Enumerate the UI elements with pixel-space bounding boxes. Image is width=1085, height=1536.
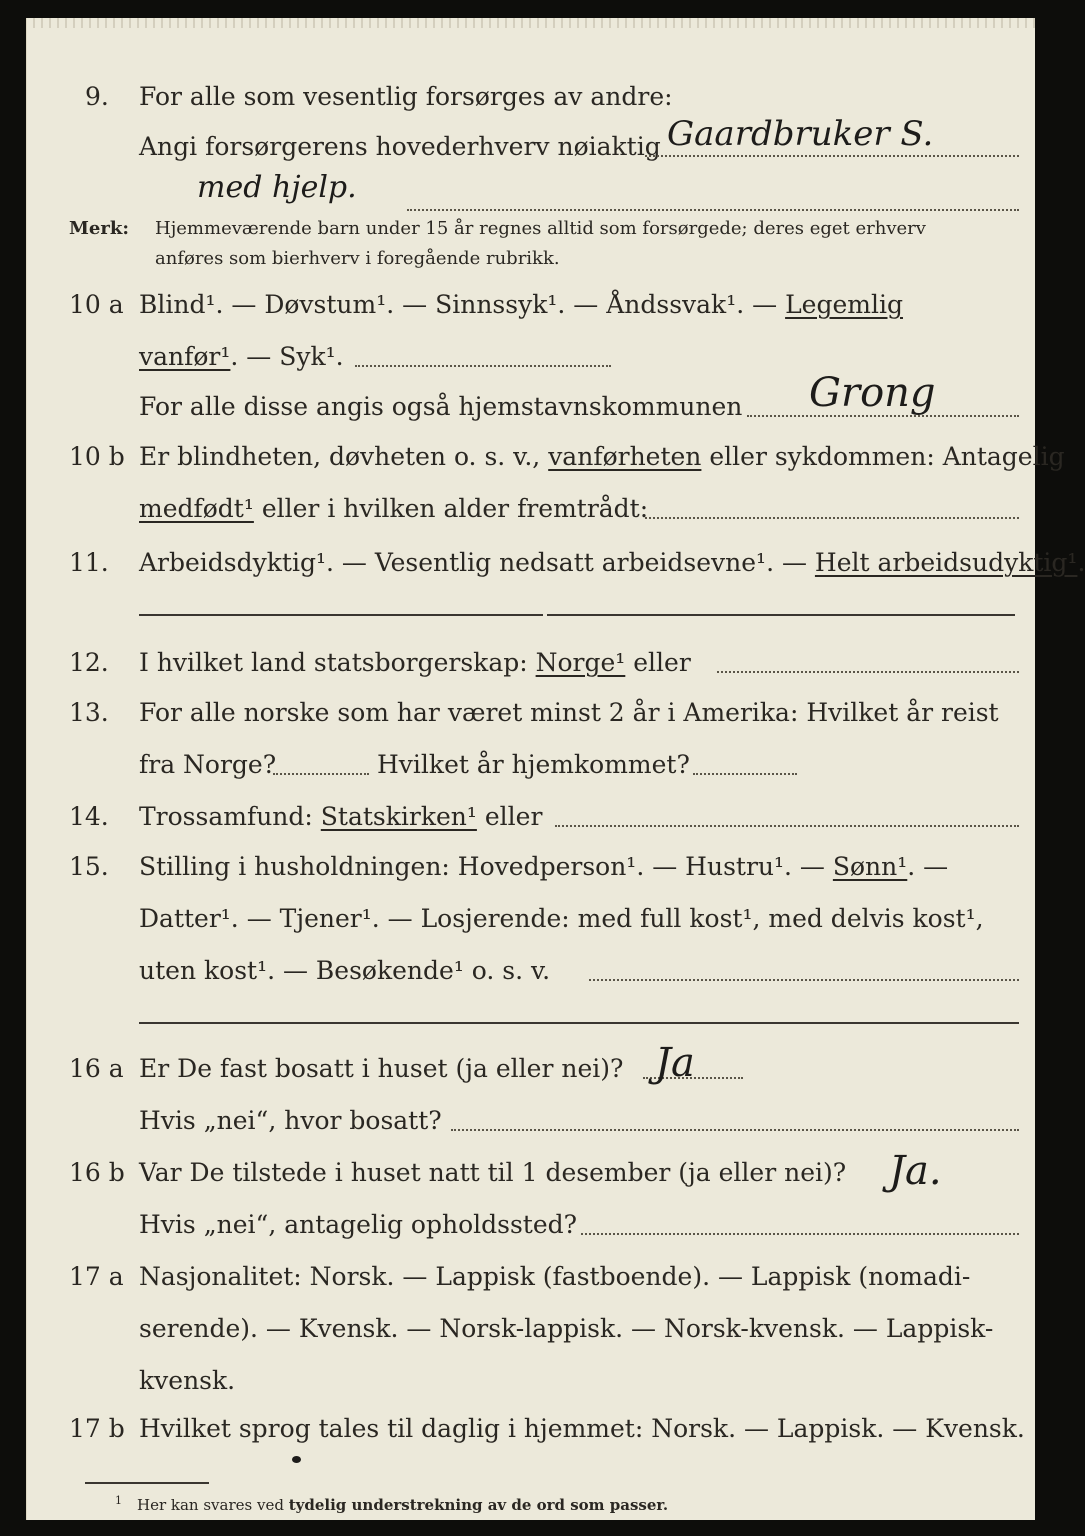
question-text: . — <box>907 852 949 881</box>
question-number: 16 b <box>69 1158 125 1187</box>
question-number: 9. <box>85 82 109 111</box>
answer-dotted-line <box>555 824 1019 827</box>
census-form-page <box>26 18 1085 1520</box>
answer-rule <box>547 614 1015 616</box>
underlined-answer: Sønn¹ <box>832 852 908 881</box>
question-number: 13. <box>69 698 109 727</box>
question-number: 15. <box>69 852 109 881</box>
question-text: Hvis „nei“, antagelig opholdssted? <box>139 1210 578 1239</box>
handwritten-answer: Ja. <box>889 1148 942 1194</box>
answer-dotted-line <box>355 364 611 367</box>
question-text: fra Norge? <box>139 750 277 779</box>
underlined-answer: medfødt¹ <box>139 494 254 523</box>
question-text: Stilling i husholdningen: Hovedperson¹. — Hustru¹. — <box>139 852 825 881</box>
top-edge-border <box>27 18 1035 28</box>
question-text: I hvilket land statsborgerskap: <box>139 648 528 677</box>
answer-dotted-line <box>693 772 797 775</box>
underlined-answer: Statskirken¹ <box>320 802 477 831</box>
handwritten-answer: Grong <box>809 370 936 416</box>
question-number: 10 a <box>69 290 124 319</box>
question-text: eller <box>633 648 691 677</box>
answer-dotted-line <box>717 670 1019 673</box>
ink-spot <box>292 1456 301 1463</box>
question-text: Arbeidsdyktig¹. — Vesentlig nedsatt arbeidsevne¹. — <box>139 548 807 577</box>
question-text: eller i hvilken alder fremtrådt: <box>261 494 649 523</box>
answer-dotted-line <box>451 1128 1019 1131</box>
footnote-text: Her kan svares ved <box>137 1496 284 1514</box>
answer-dotted-line <box>589 978 1019 981</box>
question-number: 14. <box>69 802 109 831</box>
question-number: 16 a <box>69 1054 124 1083</box>
question-text: . <box>1077 548 1085 577</box>
question-text: For alle norske som har været minst 2 år i Amerika: Hvilket år reist <box>139 698 999 727</box>
question-number: 17 a <box>69 1262 124 1291</box>
question-text: kvensk. <box>139 1366 236 1395</box>
question-text: Var De tilstede i huset natt til 1 desember (ja eller nei)? <box>139 1158 847 1187</box>
question-text: For alle som vesentlig forsørges av andre: <box>139 82 673 111</box>
underlined-answer: Legemlig <box>785 290 903 319</box>
answer-dotted-line <box>581 1232 1019 1235</box>
question-text: For alle disse angis også hjemstavnskommunen <box>139 392 743 421</box>
handwritten-answer: Ja <box>655 1040 695 1086</box>
question-text: Er blindheten, døvheten o. s. v., <box>139 442 541 471</box>
question-text: Hvilket sprog tales til daglig i hjemmet: Norsk. — Lappisk. — Kvensk. <box>139 1414 1025 1443</box>
answer-dotted-line <box>645 154 1019 157</box>
question-text: Hvis „nei“, hvor bosatt? <box>139 1106 442 1135</box>
underlined-answer: Helt arbeidsudyktig¹ <box>814 548 1078 577</box>
footnote-mark: 1 <box>115 1494 122 1507</box>
question-text: eller sykdommen: Antagelig <box>709 442 1065 471</box>
question-text: Hvilket år hjemkommet? <box>377 750 690 779</box>
question-text: Blind¹. — Døvstum¹. — Sinnssyk¹. — Åndssvak¹. — <box>139 290 778 319</box>
handwritten-answer: Gaardbruker S. <box>667 114 934 154</box>
footnote-emphasis: tydelig understrekning av de ord som passer. <box>288 1496 669 1514</box>
answer-rule <box>139 1022 1019 1024</box>
note-label: Merk: <box>69 218 129 239</box>
answer-dotted-line <box>645 516 1019 519</box>
underlined-answer: vanførheten <box>548 442 702 471</box>
question-text: Nasjonalitet: Norsk. — Lappisk (fastboende). — Lappisk (nomadi- <box>139 1262 971 1291</box>
handwritten-answer: med hjelp. <box>197 170 357 205</box>
question-number: 17 b <box>69 1414 125 1443</box>
question-text: Trossamfund: <box>139 802 313 831</box>
question-number: 11. <box>69 548 109 577</box>
question-number: 12. <box>69 648 109 677</box>
answer-dotted-line <box>407 208 1019 211</box>
question-text: Datter¹. — Tjener¹. — Losjerende: med full kost¹, med delvis kost¹, <box>139 904 984 933</box>
underlined-answer: vanfør¹ <box>139 342 231 371</box>
question-text: serende). — Kvensk. — Norsk-lappisk. — Norsk-kvensk. — Lappisk- <box>139 1314 994 1343</box>
answer-rule <box>139 614 543 616</box>
note-text: Hjemmeværende barn under 15 år regnes alltid som forsørgede; deres eget erhverv <box>155 218 926 239</box>
footnote-rule <box>85 1482 209 1484</box>
answer-dotted-line <box>273 772 369 775</box>
question-text: Angi forsørgerens hovederhverv nøiaktig <box>139 132 661 161</box>
underlined-answer: Norge¹ <box>535 648 626 677</box>
question-text: uten kost¹. — Besøkende¹ o. s. v. <box>139 956 551 985</box>
question-text: eller <box>484 802 543 831</box>
note-text: anføres som bierhverv i foregående rubrikk. <box>155 248 560 269</box>
question-text: Er De fast bosatt i huset (ja eller nei)? <box>139 1054 624 1083</box>
question-number: 10 b <box>69 442 125 471</box>
question-text: . — Syk¹. <box>230 342 344 371</box>
